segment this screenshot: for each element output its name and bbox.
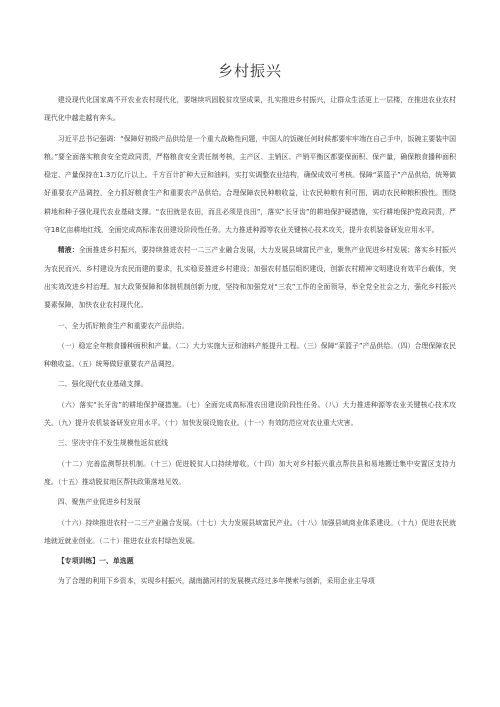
exercise-question bbox=[44, 572, 456, 590]
paragraph-3 bbox=[44, 241, 456, 314]
paragraph-1-text: 建设现代化国家离不开农业农村现代化，要继续巩固脱贫攻坚成果，扎实推进乡村振兴，让群众生活更上一层楼，在推进农业农村现代化中越走越有奔头。 bbox=[44, 96, 456, 123]
paragraph-3-text: 全面推进乡村振兴，要持续推进农村一二三产业融合发展，大力发展县域富民产业，聚焦产业促进乡村发展；落实乡村振兴为农民而兴、乡村建设为农民而建的要求，扎实稳妥推进乡村建设；加强农村基层组织建设，创新农村精神文明建设有效平台载体，突出实效改进乡村治理。加大政策保障和体制机制创新力度，坚持和加强党对“三农”工作的全面领导，举全党全社会之力，强化乡村振兴要素保障，加快农业农村现代化。 bbox=[44, 246, 457, 310]
section-4-items bbox=[44, 514, 456, 551]
paragraph-2-text: 习近平总书记强调：“保障好初级产品供给是一个重大战略性问题，中国人的饭碗任何时候都要牢牢端在自己手中，饭碗主要装中国粮。”要全面落实粮食安全党政同责，严格粮食安全责任制考核，主产区、主销区、产销平衡区都要保面积、保产量，确保粮食播种面积稳定、产量保持在1.3万亿斤以上。千方百计扩种大豆和油料，实打实调整农业结构，确保成效可考核。保障“菜篮子”产品供给，统筹做好重要农产品调控，全力抓好粮食生产和重要农产品供给。合理保障农民种粮收益，让农民种粮有利可图，调动农民种粮积极性。围绕耕地和种子强化现代农业基础支撑。“农田就是农田，而且必须是良田”，落实“长牙齿”的耕地保护硬措施，实行耕地保护党政同责，严守18亿亩耕地红线，全面完成高标准农田建设阶段性任务。大力推进种源等农业关键核心技术攻关，提升农机装备研发应用水平。 bbox=[44, 134, 456, 235]
document-title: 乡村振兴 bbox=[217, 62, 282, 80]
section-3-heading bbox=[44, 434, 456, 452]
paragraph-3-lead: 精液： bbox=[57, 246, 79, 255]
document-page bbox=[44, 60, 456, 593]
paragraph-1 bbox=[44, 91, 456, 128]
section-4-heading-text: 四、聚焦产业促进乡村发展 bbox=[57, 498, 141, 507]
section-3-heading-text: 三、坚决守住不发生规模性返贫底线 bbox=[57, 439, 169, 448]
exercise-question-text: 为了合理的利用下乡资本，实现乡村振兴，湖南潞河村的发展模式经过多年摸索与创新，采用企业主导项 bbox=[57, 577, 375, 586]
section-2-items-text: （六）落实“长牙齿”的耕地保护硬措施。（七）全面完成高标准农田建设阶段性任务。（八）大力推进种源等农业关键核心技术攻关。（九）提升农机装备研发应用水平。（十）加快发展设施农业。（十一）有效防范应对农业重大灾害。 bbox=[44, 400, 456, 428]
section-4-heading bbox=[44, 493, 456, 511]
section-4-items-text: （十六）持续推进农村一二三产业融合发展。（十七）大力发展县域富民产业。（十八）加强县域商业体系建设。（十九）促进农民就地就近就业创业。（二十）推进农业农村绿色发展。 bbox=[44, 518, 456, 545]
section-1-items bbox=[44, 337, 456, 374]
section-2-items bbox=[44, 396, 456, 433]
section-1-heading bbox=[44, 317, 456, 335]
section-2-heading bbox=[44, 375, 456, 393]
exercise-heading-text: 【专项训练】一、单选题 bbox=[57, 557, 134, 566]
section-1-heading-text: 一、全力抓好粮食生产和重要农产品供给。 bbox=[57, 321, 189, 330]
section-3-items-text: （十二）完善监测帮扶机制。（十三）促进脱贫人口持续增收。（十四）加大对乡村振兴重点帮扶县和易地搬迁集中安置区支持力度。（十五）推动脱贫地区帮扶政策落地见效。 bbox=[44, 459, 456, 486]
section-1-items-text: （一）稳定全年粮食播种面积和产量。（二）大力实施大豆和油料产能提升工程。（三）保障“菜篮子”产品供给。（四）合理保障农民种粮收益。（五）统筹做好重要农产品调控。 bbox=[44, 341, 456, 369]
exercise-heading bbox=[44, 552, 456, 570]
section-3-items bbox=[44, 455, 456, 492]
section-2-heading-text: 二、强化现代农业基础支撑。 bbox=[57, 380, 148, 389]
paragraph-2 bbox=[44, 130, 456, 240]
